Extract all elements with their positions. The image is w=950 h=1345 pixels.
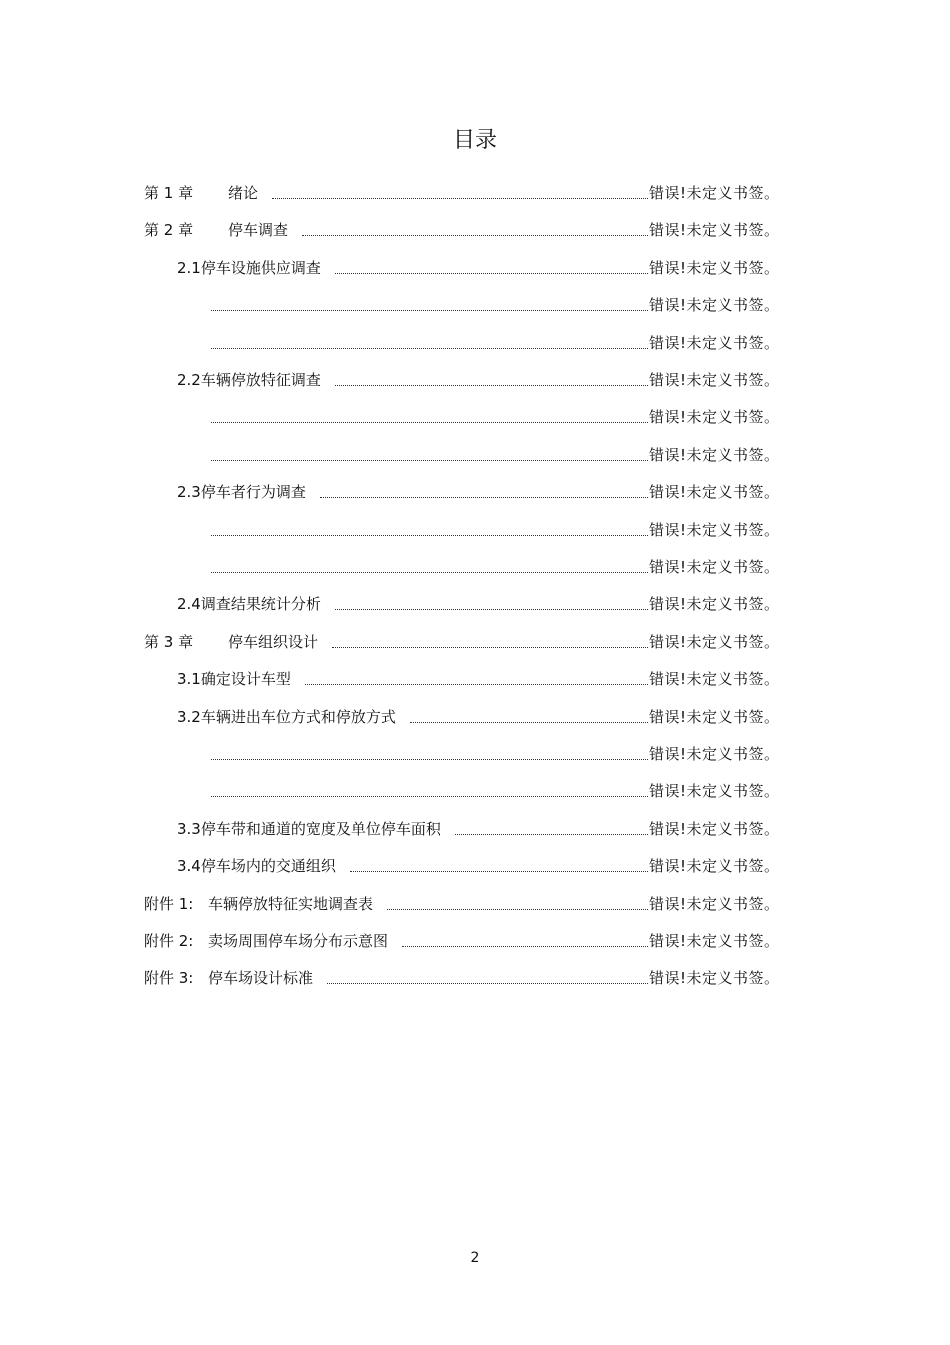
toc-leader-dots [272,198,648,199]
toc-page-ref: 错误!未定义书签。 [649,333,780,352]
toc-entry[interactable] [0,840,950,876]
toc-entry-label: 3.4停车场内的交通组织 [177,857,336,876]
toc-entry[interactable] [0,541,950,577]
toc-entry-number: 附件 1: [144,894,194,913]
toc-page-ref: 错误!未定义书签。 [649,932,780,950]
toc-page-ref: 错误!未定义书签。 [649,819,780,838]
toc-entry-number: 第 3 章 [144,632,194,651]
toc-entry[interactable] [0,653,950,689]
toc-leader-dots [211,460,648,461]
toc-entry-number: 附件 2: [144,932,194,950]
toc-entry[interactable] [0,915,950,951]
toc-leader-dots [320,497,648,498]
toc-entry-label: 停车场设计标准 [208,969,314,988]
toc-leader-dots [211,572,648,573]
toc-entry[interactable] [0,429,950,465]
toc-leader-dots [335,273,648,274]
toc-entry-label: 3.2车辆进出车位方式和停放方式 [177,707,396,726]
toc-leader-dots [302,235,648,236]
toc-leader-dots [455,834,648,835]
toc-leader-dots [402,946,648,947]
toc-entry[interactable] [0,167,950,203]
toc-entry[interactable] [0,728,950,764]
toc-leader-dots [387,909,648,910]
toc-leader-dots [410,722,648,723]
toc-page-ref: 错误!未定义书签。 [649,483,780,502]
toc-page-ref: 错误!未定义书签。 [649,221,780,240]
toc-entry-label: 2.3停车者行为调查 [177,483,306,502]
toc-page-ref: 错误!未定义书签。 [649,632,780,651]
toc-leader-dots [305,684,648,685]
toc-entry[interactable] [0,354,950,390]
toc-page-ref: 错误!未定义书签。 [649,894,780,913]
toc-entry-label: 停车组织设计 [228,632,319,651]
toc-page-ref: 错误!未定义书签。 [649,258,780,277]
toc-entry-number: 第 1 章 [144,184,194,202]
toc-entry-label: 3.1确定设计车型 [177,670,291,689]
toc-page-ref: 错误!未定义书签。 [649,595,780,614]
toc-entry-label: 2.4调查结果统计分析 [177,595,321,614]
toc-leader-dots [335,609,648,610]
toc-page-ref: 错误!未定义书签。 [649,520,780,539]
toc-leader-dots [211,759,648,760]
toc-entry-number: 附件 3: [144,969,194,988]
toc-leader-dots [332,647,648,648]
toc-entry[interactable] [0,242,950,278]
toc-entry[interactable] [0,691,950,727]
toc-entry-heading [144,931,388,951]
toc-entry-label: 停车调查 [228,221,289,240]
toc-entry-heading [177,669,291,689]
toc-page-ref: 错误!未定义书签。 [649,296,780,315]
toc-entry[interactable] [0,765,950,801]
toc-entry-label: 2.1停车设施供应调查 [177,258,321,277]
toc-page-ref: 错误!未定义书签。 [649,670,780,689]
toc-entry-heading [177,370,321,390]
toc-page-ref: 错误!未定义书签。 [649,184,780,202]
toc-entry-label: 3.3停车带和通道的宽度及单位停车面积 [177,819,441,838]
toc-entry-heading [177,819,441,839]
toc-leader-dots [350,871,648,872]
toc-leader-dots [211,422,648,423]
toc-entry[interactable] [0,616,950,652]
toc-entry-label: 2.2车辆停放特征调查 [177,371,321,389]
toc-entry-heading [177,856,336,876]
toc-entry-heading [144,220,288,240]
toc-entry[interactable] [0,279,950,315]
toc-page-ref: 错误!未定义书签。 [649,782,780,801]
toc-entry[interactable] [0,803,950,839]
toc-page-ref: 错误!未定义书签。 [649,408,780,427]
toc-entry-number: 第 2 章 [144,221,194,240]
toc-page-ref: 错误!未定义书签。 [649,745,780,763]
toc-page-ref: 错误!未定义书签。 [649,558,780,576]
toc-entry-heading [177,707,396,727]
toc-entry[interactable] [0,466,950,502]
toc-entry[interactable] [0,391,950,427]
toc-entry[interactable] [0,204,950,240]
toc-page-ref: 错误!未定义书签。 [649,969,780,988]
toc-entry-heading [144,968,313,988]
toc-entry[interactable] [0,952,950,988]
page-title: 目录 [452,128,497,153]
toc-leader-dots [327,983,648,984]
toc-entry[interactable] [0,578,950,614]
toc-entry-label: 车辆停放特征实地调查表 [208,894,374,913]
toc-entry-heading [177,258,321,278]
toc-entry[interactable] [0,317,950,353]
toc-page-ref: 错误!未定义书签。 [649,445,780,464]
toc-entry[interactable] [0,878,950,914]
toc-leader-dots [335,385,648,386]
toc-entry-label: 绪论 [228,184,259,202]
toc-entry-heading [177,594,321,614]
toc-leader-dots [211,310,648,311]
toc-entry-heading [144,894,373,914]
toc-page-ref: 错误!未定义书签。 [649,707,780,726]
toc-entry[interactable] [0,504,950,540]
toc-entry-heading [144,632,318,652]
toc-page-ref: 错误!未定义书签。 [649,857,780,876]
toc-entry-label: 卖场周围停车场分布示意图 [208,932,389,950]
page-number: 2 [470,1250,480,1266]
toc-page-ref: 错误!未定义书签。 [649,371,780,389]
toc-leader-dots [211,348,648,349]
toc-leader-dots [211,796,648,797]
toc-leader-dots [211,535,648,536]
toc-entry-heading [144,183,258,203]
toc-entry-heading [177,482,306,502]
